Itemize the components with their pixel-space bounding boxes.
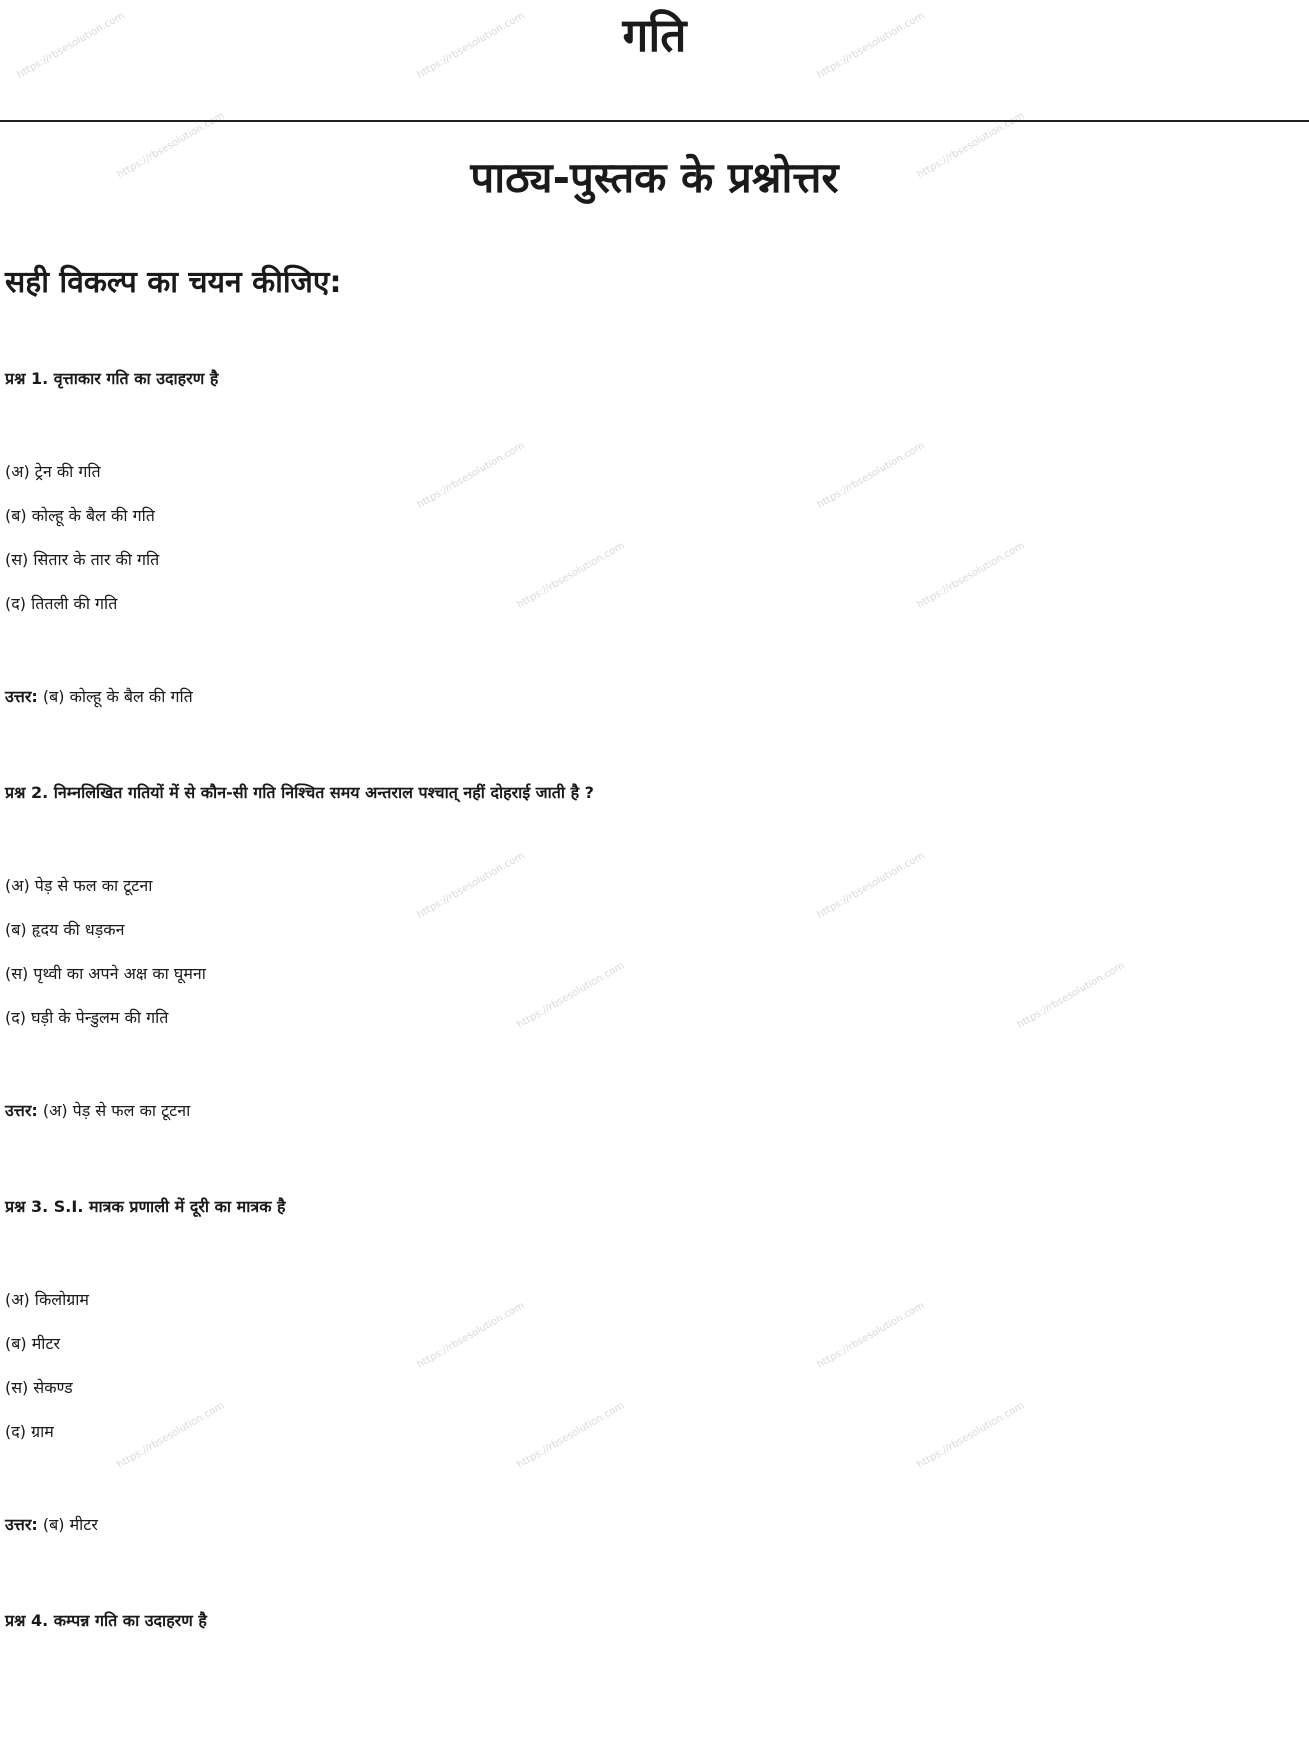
question-block-1 [5, 354, 1305, 722]
option: (स) सितार के तार की गति [5, 550, 160, 569]
watermark: https://rbsesolution.com [415, 440, 527, 511]
answer-text: (ब) मीटर [37, 1515, 98, 1534]
watermark: https://rbsesolution.com [115, 110, 227, 181]
option: (ब) कोल्हू के बैल की गति [5, 506, 155, 525]
options-list [5, 864, 1305, 1040]
option: (स) सेकण्ड [5, 1378, 73, 1397]
answer [5, 672, 1305, 722]
question-text: प्रश्न 1. वृत्ताकार गति का उदाहरण है [5, 369, 219, 388]
page-title: गति [622, 8, 687, 62]
option: (द) तितली की गति [5, 594, 118, 613]
question-block-4 [5, 1596, 1305, 1646]
answer-label: उत्तर: [5, 687, 38, 706]
option: (द) घड़ी के पेन्डुलम की गति [5, 1008, 169, 1027]
watermark: https://rbsesolution.com [115, 1400, 227, 1471]
option: (अ) पेड़ से फल का टूटना [5, 876, 153, 895]
content [5, 258, 1305, 1692]
question-text: प्रश्न 3. S.I. मात्रक प्रणाली में दूरी का मात्रक है [5, 1197, 286, 1216]
watermark: https://rbsesolution.com [515, 540, 627, 611]
section-title: पाठ्य-पुस्तक के प्रश्नोत्तर [470, 153, 839, 202]
option: (ब) हृदय की धड़कन [5, 920, 125, 939]
question-text: प्रश्न 4. कम्पन्न गति का उदाहरण है [5, 1611, 207, 1630]
option: (ब) मीटर [5, 1334, 61, 1353]
answer [5, 1500, 1305, 1550]
title-divider [0, 120, 1309, 122]
option: (अ) ट्रेन की गति [5, 462, 101, 481]
question-block-2 [5, 768, 1305, 1136]
watermark: https://rbsesolution.com [915, 110, 1027, 181]
answer-label: उत्तर: [5, 1101, 38, 1120]
watermark: https://rbsesolution.com [415, 10, 527, 81]
option: (स) पृथ्वी का अपने अक्ष का घूमना [5, 964, 206, 983]
watermark: https://rbsesolution.com [415, 1300, 527, 1371]
watermark: https://rbsesolution.com [515, 960, 627, 1031]
watermark: https://rbsesolution.com [915, 540, 1027, 611]
watermark: https://rbsesolution.com [815, 1300, 927, 1371]
answer-label: उत्तर: [5, 1515, 38, 1534]
answer [5, 1086, 1305, 1136]
watermark: https://rbsesolution.com [415, 850, 527, 921]
instruction: सही विकल्प का चयन कीजिए: [5, 265, 342, 300]
question-block-3 [5, 1182, 1305, 1550]
watermark: https://rbsesolution.com [815, 10, 927, 81]
watermark: https://rbsesolution.com [15, 10, 127, 81]
watermark: https://rbsesolution.com [915, 1400, 1027, 1471]
watermark: https://rbsesolution.com [1015, 960, 1127, 1031]
option: (अ) किलोग्राम [5, 1290, 89, 1309]
answer-text: (ब) कोल्हू के बैल की गति [37, 687, 193, 706]
options-list [5, 1278, 1305, 1454]
option: (द) ग्राम [5, 1422, 54, 1441]
watermark: https://rbsesolution.com [515, 1400, 627, 1471]
watermark: https://rbsesolution.com [815, 440, 927, 511]
options-list [5, 450, 1305, 626]
watermark: https://rbsesolution.com [815, 850, 927, 921]
question-text: प्रश्न 2. निम्नलिखित गतियों में से कौन-सी गति निश्चित समय अन्तराल पश्चात् नहीं दोहराई जाती है ? [5, 783, 594, 802]
answer-text: (अ) पेड़ से फल का टूटना [37, 1101, 191, 1120]
